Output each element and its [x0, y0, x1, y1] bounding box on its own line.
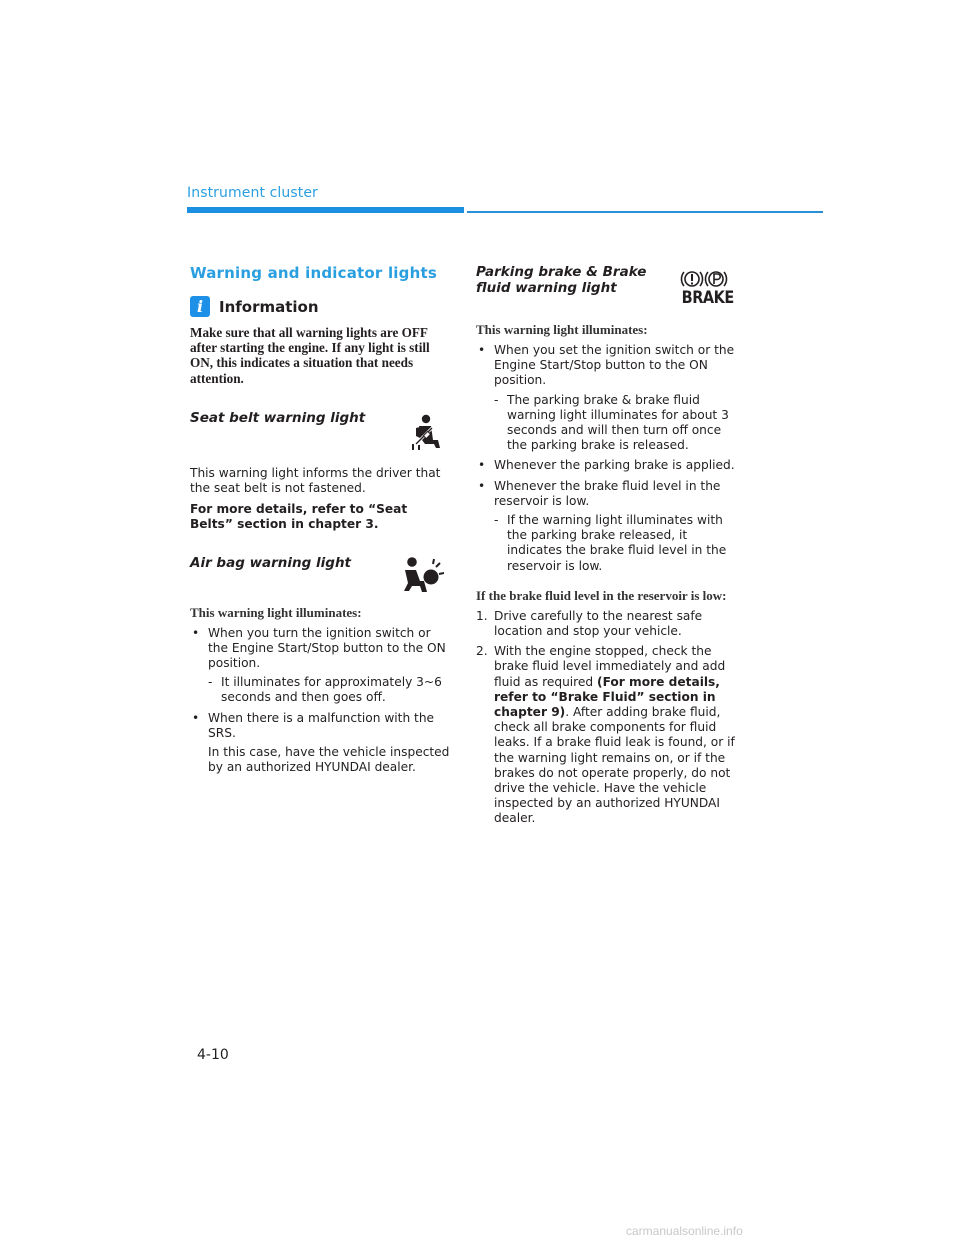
air-bag-icon	[402, 555, 444, 595]
information-heading	[190, 296, 452, 317]
list-item	[476, 458, 738, 473]
section-title: Warning and indicator lights	[190, 264, 437, 282]
list-item	[476, 479, 738, 574]
list-item	[476, 343, 738, 453]
sub-item: - If the warning light illuminates with the parking brake released, it indicates the brake fluid level in the reservoir is low.	[494, 513, 738, 574]
brake-icon-label: BRAKE	[681, 288, 734, 308]
air-bag-intro: This warning light illuminates:	[190, 604, 362, 620]
left-column	[190, 264, 452, 780]
list-item	[476, 644, 738, 826]
bullet-text: Whenever the brake fluid level in the reservoir is low.	[494, 478, 721, 508]
parking-brake-bullet-list	[476, 343, 738, 574]
step-reference: (For more details, refer to “Brake Fluid” section in chapter 9)	[494, 674, 720, 720]
air-bag-title: Air bag warning light	[190, 554, 352, 571]
bullet-text: When you set the ignition switch or the Engine Start/Stop button to the ON position.	[494, 343, 735, 388]
step-number: 1.	[476, 608, 488, 623]
parking-brake-title: Parking brake & Brake fluid warning light	[476, 264, 647, 296]
parking-brake-intro: This warning light illuminates:	[476, 322, 648, 337]
information-text: Make sure that all warning lights are OFF after starting the engine. If any light is still ON, this indicates a situation that needs attention.	[190, 325, 430, 386]
low-fluid-intro: If the brake fluid level in the reservoir is low:	[476, 587, 727, 603]
parking-brake-heading-row	[476, 264, 738, 322]
seat-belt-heading-row	[190, 410, 452, 466]
step-number: 2.	[476, 644, 488, 659]
watermark: carmanualsonline.info	[626, 1224, 743, 1238]
running-header: Instrument cluster	[187, 185, 318, 201]
bullet-text: When you turn the ignition switch or the Engine Start/Stop button to the ON position.	[208, 625, 446, 671]
step-text: Drive carefully to the nearest safe location and stop your vehicle.	[494, 608, 703, 639]
list-item	[190, 626, 452, 706]
seat-belt-text: This warning light informs the driver that the seat belt is not fastened.	[190, 465, 441, 496]
step-text-continued: . After adding brake fluid, check all brake components for fluid leaks. If a brake fluid leak is found, or if the warning light remains on, or if the brakes do not operate properly, do not drive the vehicle. Have the vehicle inspected by an authorized HYUNDAI dealer.	[494, 705, 735, 826]
low-fluid-steps	[476, 609, 738, 827]
air-bag-bullet-list	[190, 626, 452, 776]
air-bag-heading-row	[190, 555, 452, 605]
step-text: With the engine stopped, check the brake fluid level immediately and add fluid as required	[494, 644, 726, 689]
sub-paragraph: In this case, have the vehicle inspected by an authorized HYUNDAI dealer.	[208, 745, 450, 775]
header-rule-thin	[467, 211, 823, 213]
bullet-text: Whenever the parking brake is applied.	[494, 458, 735, 473]
list-item	[476, 609, 738, 639]
bullet-text: When there is a malfunction with the SRS.	[208, 710, 435, 740]
information-title: Information	[219, 297, 319, 316]
brake-warning-icon	[677, 268, 739, 307]
info-icon: i	[190, 296, 210, 317]
sub-item: - It illuminates for approximately 3~6 seconds and then goes off.	[208, 675, 452, 705]
sub-item: - The parking brake & brake fluid warning light illuminates for about 3 seconds and will then turn off once the parking brake is released.	[494, 393, 738, 454]
seat-belt-reference: For more details, refer to “Seat Belts” section in chapter 3.	[190, 502, 408, 532]
header-rule-thick	[187, 207, 464, 213]
seat-belt-icon	[410, 414, 446, 452]
page-number: 4-10	[197, 1047, 229, 1063]
right-column	[476, 264, 738, 832]
seat-belt-title: Seat belt warning light	[190, 409, 366, 426]
list-item	[190, 711, 452, 776]
